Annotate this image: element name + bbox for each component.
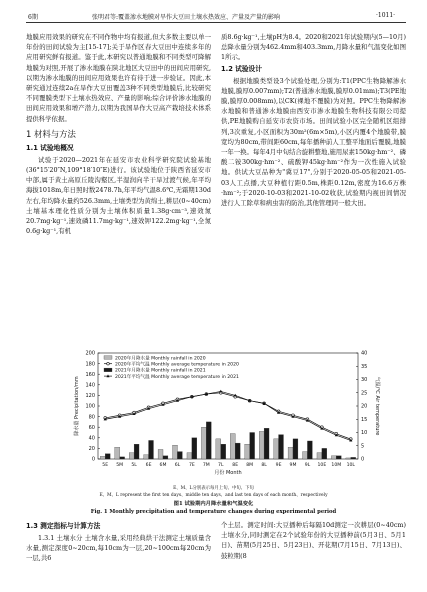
precipitation-bar [288, 447, 293, 459]
legend-marker [107, 362, 110, 365]
figure-note-cn: E、M、L分别表示每月上旬、中旬、下旬 [173, 486, 254, 491]
right-axis-tick-label: 5 [361, 443, 365, 450]
left-axis-tick-label: 0 [91, 456, 95, 463]
precipitation-bar [192, 438, 197, 459]
right-axis-tick-label: 0 [361, 456, 365, 463]
precipitation-bar [129, 453, 134, 459]
bottom-right-column [221, 520, 406, 561]
precipitation-bar [144, 455, 149, 459]
precipitation-bar [163, 456, 168, 459]
right-axis-tick-label: 40 [361, 350, 368, 357]
precipitation-bar [336, 456, 341, 459]
precipitation-bar [221, 444, 226, 459]
left-axis-tick-label: 140 [85, 382, 95, 389]
temperature-point [219, 390, 222, 393]
design-paragraph: 根据地膜类型设3个试验处理,分别为:T1(PPC生物降解渗水地膜,膜厚0.007mm);T2(普通渗水地膜,膜厚0.01mm);T3(PE地膜,膜厚0.008mm),以CK(裸地不覆膜)为对照。PPC生物降解渗水地膜和普通渗水地膜由西安市渗水地膜生物科技有限公司提供,PE地膜购自延安市农资市场。田间试验小区完全随机区组排列,3次重复,小区面积为30m²(6m×5m),小区内覆4个地膜带,膜宽均为80cm,带间距60cm,每年播种前人工整平地面后覆膜,地膜一年一换。每年4月中旬结合旋耕整地,施用尿素150kg·hm⁻²、磷酸二铵300kg·hm⁻²、硫酸钾45kg·hm⁻²作为一次性施入试验地。供试大豆品种为"冀豆17",分别于2020-05-05和2021-05-03人工点播,大豆种植行距0.5m,株距0.12m,密度为16.6万株·hm⁻²;于2020-10-03和2021-10-02收获,试验期内视田间情况进行人工除草和病虫害的防治,其他管理同一般大田。 [221, 76, 406, 208]
precipitation-bar [279, 435, 284, 459]
x-axis-tick-label: 10E [317, 463, 327, 468]
x-axis-tick-label: 6M [159, 463, 167, 468]
left-axis-tick-label: 160 [85, 371, 95, 378]
right-column [221, 32, 406, 208]
temperature-line [105, 393, 351, 439]
precipitation-bar [216, 439, 221, 459]
figure-1 [36, 347, 396, 483]
precipitation-bar [230, 434, 235, 459]
x-axis-tick-label: 8E [232, 463, 239, 468]
figure-note-en: E、M、L represent the first ten days、middle ten days、and last ten days of each month、respectively [99, 493, 328, 498]
precipitation-bar [303, 452, 308, 459]
precipitation-bar [264, 428, 269, 459]
left-axis-tick-label: 200 [85, 350, 95, 357]
x-axis-tick-label: 7L [218, 463, 224, 468]
precipitation-bar [274, 439, 279, 459]
x-axis-tick-label: 9M [289, 463, 297, 468]
temperature-line [105, 391, 351, 440]
precipitation-bar [351, 457, 356, 459]
precipitation-bar [134, 444, 139, 459]
precipitation-bar [115, 447, 120, 459]
x-axis-tick-label: 5E [102, 463, 109, 468]
subsection-heading-site: 1.1 试验地概况 [26, 143, 74, 152]
subsection-heading-design: 1.2 试验设计 [221, 64, 262, 73]
left-axis-label: 降水量 Precipitation/mm [74, 376, 80, 436]
precipitation-bar [149, 440, 154, 459]
legend-label: 2020年平均气温 Monthly average temperature in 2020 [115, 362, 239, 368]
legend-label: 2021年月降水量 Monthly rainfall in 2021 [115, 368, 206, 374]
precipitation-bar [317, 453, 322, 459]
x-axis-label: 月份 Month [214, 470, 242, 476]
running-title: 张明君等:覆盖渗水地膜对旱作大豆田土壤水热效应、产量及产量的影响 [92, 14, 281, 21]
soil-moisture-paragraph: 1.3.1 土壤水分 土壤含水量,采用经典烘干法测定土壤质量含水量,测定深度0~20cm,每10cm为一层,20~100cm每20cm为一层,共6 [26, 534, 211, 563]
left-axis-tick-label: 120 [85, 393, 95, 400]
precipitation-bar [307, 441, 312, 459]
measurement-time-paragraph: 个土层。测定时间:大豆播种后每隔10d测定一次耕层(0~40cm)土壤水分,同时测定在2个试验年份的大豆播种前(5月3日、5月1日)、苗期(5月25日、5月23日)、开花期(7月15日、7月13日)、鼓粒期(8 [221, 521, 406, 560]
left-axis-tick-label: 100 [85, 403, 95, 410]
precipitation-bar [259, 431, 264, 459]
x-axis-tick-label: 9L [304, 463, 311, 468]
legend-swatch [104, 368, 112, 372]
x-axis-tick-label: 5L [131, 463, 137, 468]
bottom-left-column [26, 520, 211, 564]
precipitation-bar [245, 444, 250, 459]
subsection-heading-measurements: 1.3 测定指标与计算方法 [26, 522, 101, 530]
page-number: ·1011· [376, 12, 396, 19]
precipitation-temperature-chart [36, 347, 396, 483]
left-axis-tick-label: 180 [85, 361, 95, 368]
x-axis-tick-label: 10M [331, 463, 342, 468]
left-axis-tick-label: 80 [88, 414, 95, 421]
precipitation-bar [158, 449, 163, 459]
precipitation-bar [206, 422, 211, 459]
intro-paragraph: 地膜应用效果的研究在不同作物中均有报道,但大多数主要以单一年份的田间试验为主[15-17];关于旱作区春大豆田中连续多年的应用研究鲜有报道。鉴于此,本研究以普通地膜和不同类型可降解地膜为对照,开展了渗水地膜在陕北地区大豆田中的田间应用研究,以期为渗水地膜的田间应用效果也许有待于进一步验证。因此,本研究通过连续2a在旱作大豆田覆盖3种不同类型地膜后,比较研究不同覆膜类型下土壤水热效应、产量的影响;综合评价渗水地膜的田间应用效果和增产潜力,以期为我国旱作大豆高产栽培技术体系提供科学依据。 [26, 33, 211, 123]
legend-swatch [104, 356, 112, 360]
precipitation-bar [177, 452, 182, 459]
x-axis-tick-label: 9E [275, 463, 282, 468]
figure-caption-cn: 图1 试验期内月降水量和气温变化 [173, 501, 254, 507]
right-axis-tick-label: 30 [361, 377, 368, 384]
right-axis-tick-label: 20 [361, 403, 368, 410]
precipitation-bar [120, 457, 125, 459]
header-rule [26, 22, 406, 23]
right-axis-label: 气温/℃ Air temperature [374, 376, 380, 436]
right-axis-tick-label: 10 [361, 430, 368, 437]
left-column [26, 32, 211, 236]
figure-caption-en: Fig. 1 Monthly precipitation and temperature changes during experimental period [90, 509, 337, 515]
left-axis-tick-label: 40 [88, 435, 95, 442]
left-axis-tick-label: 20 [88, 446, 95, 453]
precipitation-bar [235, 443, 240, 459]
precipitation-bar [187, 453, 192, 459]
left-axis-tick-label: 60 [88, 424, 95, 431]
x-axis-tick-label: 6E [145, 463, 152, 468]
x-axis-tick-label: 7M [202, 463, 210, 468]
precipitation-bar [322, 448, 327, 459]
legend-label: 2021年平均气温 Monthly average temperature in 2021 [115, 374, 239, 380]
precipitation-bar [293, 439, 298, 459]
right-axis-tick-label: 25 [361, 390, 368, 397]
precipitation-bar [250, 433, 255, 460]
rainfall-paragraph: 质8.6g·kg⁻¹,土壤pH为8.4。2020和2021年试验期内(5—10月)总降水量分别为462.4mm和403.3mm,月降水量和气温变化如图1所示。 [221, 33, 406, 62]
x-axis-tick-label: 10L [346, 463, 355, 468]
precipitation-bar [201, 427, 206, 459]
legend-label: 2020年月降水量 Monthly rainfall in 2020 [115, 356, 206, 362]
x-axis-tick-label: 5M [116, 463, 124, 468]
precipitation-bar [105, 454, 110, 459]
precipitation-bar [346, 458, 351, 459]
precipitation-bar [173, 445, 178, 459]
precipitation-bar [100, 456, 105, 459]
right-axis-tick-label: 15 [361, 416, 368, 423]
x-axis-tick-label: 7E [188, 463, 195, 468]
precipitation-bar [331, 456, 336, 459]
section-heading-methods: 1 材料与方法 [26, 128, 76, 139]
x-axis-tick-label: 8L [261, 463, 267, 468]
site-paragraph: 试验于2020—2021年在延安市农业科学研究院试验基地(36°15′20″N,109°18′10″E)进行。该试验地位于陕西省延安市中部,属于黄土高原丘陵沟壑区,半湿润向半干旱过渡气候,年平均海拔1018m,年日照时数2478.7h,年平均气温8.6℃,无霜期130d左右,年均降水量约526.3mm,土壤类型为黄绵土,耕层(0~40cm)土壤基本理化性质分别为土壤体积质量1.38g·cm⁻³,速效氮20.7mg·kg⁻¹,速效磷11.7mg·kg⁻¹,速效钾122.2mg·kg⁻¹,全氮0.6g·kg⁻¹,有机 [26, 155, 211, 236]
x-axis-tick-label: 6L [174, 463, 181, 468]
issue-number: 6期 [28, 14, 38, 21]
right-axis-tick-label: 35 [361, 363, 368, 370]
x-axis-tick-label: 8M [246, 463, 254, 468]
